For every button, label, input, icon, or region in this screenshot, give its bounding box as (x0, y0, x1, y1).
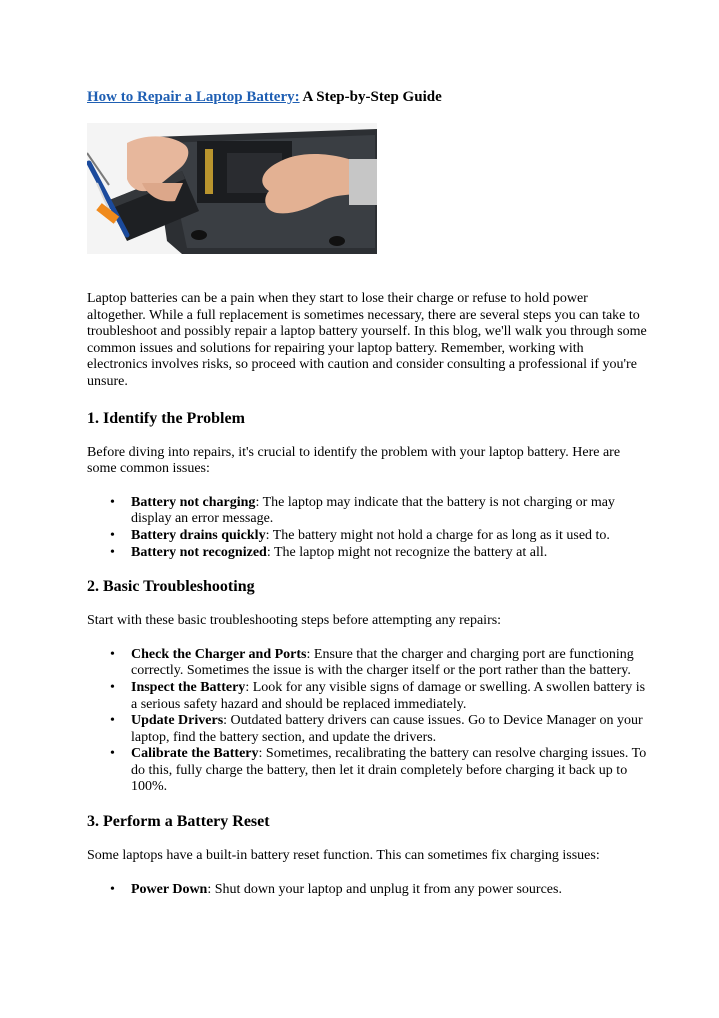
bullet-icon: • (110, 544, 115, 560)
list-item-term: Calibrate the Battery (131, 746, 259, 762)
list-item-text: : Look for any visible signs of damage or swelling. A swollen battery is a serious safety hazard and should be replaced immediately. (131, 679, 646, 712)
list-item-text: : The laptop might not recognize the battery at all. (266, 544, 548, 560)
list-item (87, 713, 647, 746)
list-item-term: Battery not recognized (131, 544, 267, 560)
bullet-icon: • (110, 494, 115, 510)
list-item (87, 545, 647, 562)
issue-list (87, 495, 647, 561)
list-item (87, 647, 647, 680)
list-item (87, 882, 647, 899)
list-item-text: : The battery might not hold a charge for as long as it used to. (265, 527, 610, 543)
section-text-identify: Before diving into repairs, it's crucial to identify the problem with your laptop battery. Here are some common issues: (87, 444, 621, 477)
list-item (87, 495, 647, 528)
list-item-term: Battery not charging (131, 494, 256, 510)
title-link[interactable]: How to Repair a Laptop Battery: (87, 89, 300, 105)
list-item-text: : Outdated battery drivers can cause issues. Go to Device Manager on your laptop, find the battery section, and update the drivers. (131, 713, 643, 745)
intro-paragraph: Laptop batteries can be a pain when they start to lose their charge or refuse to hold power altogether. While a full replacement is sometimes necessary, there are several steps you can take to troubleshoot and possibly repair a laptop battery yourself. In this blog, we'll walk you through some common issues and solutions for repairing your laptop battery. Remember, working with electronics involves risks, so proceed with caution and consider consulting a professional if you're unsure. (87, 291, 647, 389)
section-text-troubleshooting: Start with these basic troubleshooting steps before attempting any repairs: (87, 613, 502, 629)
list-item-term: Inspect the Battery (131, 679, 246, 695)
section-heading-reset: 3. Perform a Battery Reset (87, 813, 270, 831)
page-title (87, 88, 647, 106)
list-item-text: : Shut down your laptop and unplug it from any power sources. (207, 881, 562, 897)
list-item-text: : The laptop may indicate that the battery is not charging or may display an error message. (131, 494, 615, 527)
section-heading-troubleshooting: 2. Basic Troubleshooting (87, 578, 255, 596)
bullet-icon: • (110, 527, 115, 543)
article (87, 88, 647, 898)
list-item-term: Update Drivers (131, 713, 224, 729)
section-heading-identify: 1. Identify the Problem (87, 409, 245, 427)
troubleshooting-list (87, 647, 647, 796)
list-item-term: Check the Charger and Ports (131, 646, 307, 662)
list-item-term: Battery drains quickly (131, 527, 266, 543)
list-item (87, 746, 647, 796)
bullet-icon: • (110, 679, 115, 695)
laptop-battery-repair-photo (87, 123, 377, 254)
title-rest: A Step-by-Step Guide (299, 89, 442, 105)
list-item-text: : Ensure that the charger and charging port are functioning correctly. Sometimes the issue is with the charger itself or the port rather than the battery. (131, 646, 634, 679)
bullet-icon: • (110, 746, 115, 762)
list-item-term: Power Down (131, 881, 208, 897)
bullet-icon: • (110, 646, 115, 662)
list-item (87, 528, 647, 545)
bullet-icon: • (110, 713, 115, 729)
section-text-reset: Some laptops have a built-in battery reset function. This can sometimes fix charging issues: (87, 848, 600, 864)
bullet-icon: • (110, 881, 115, 897)
list-item-text: : Sometimes, recalibrating the battery can resolve charging issues. To do this, fully charge the battery, then let it drain completely before charging it back up to 100%. (131, 746, 647, 795)
reset-list (87, 882, 647, 899)
list-item (87, 680, 647, 713)
